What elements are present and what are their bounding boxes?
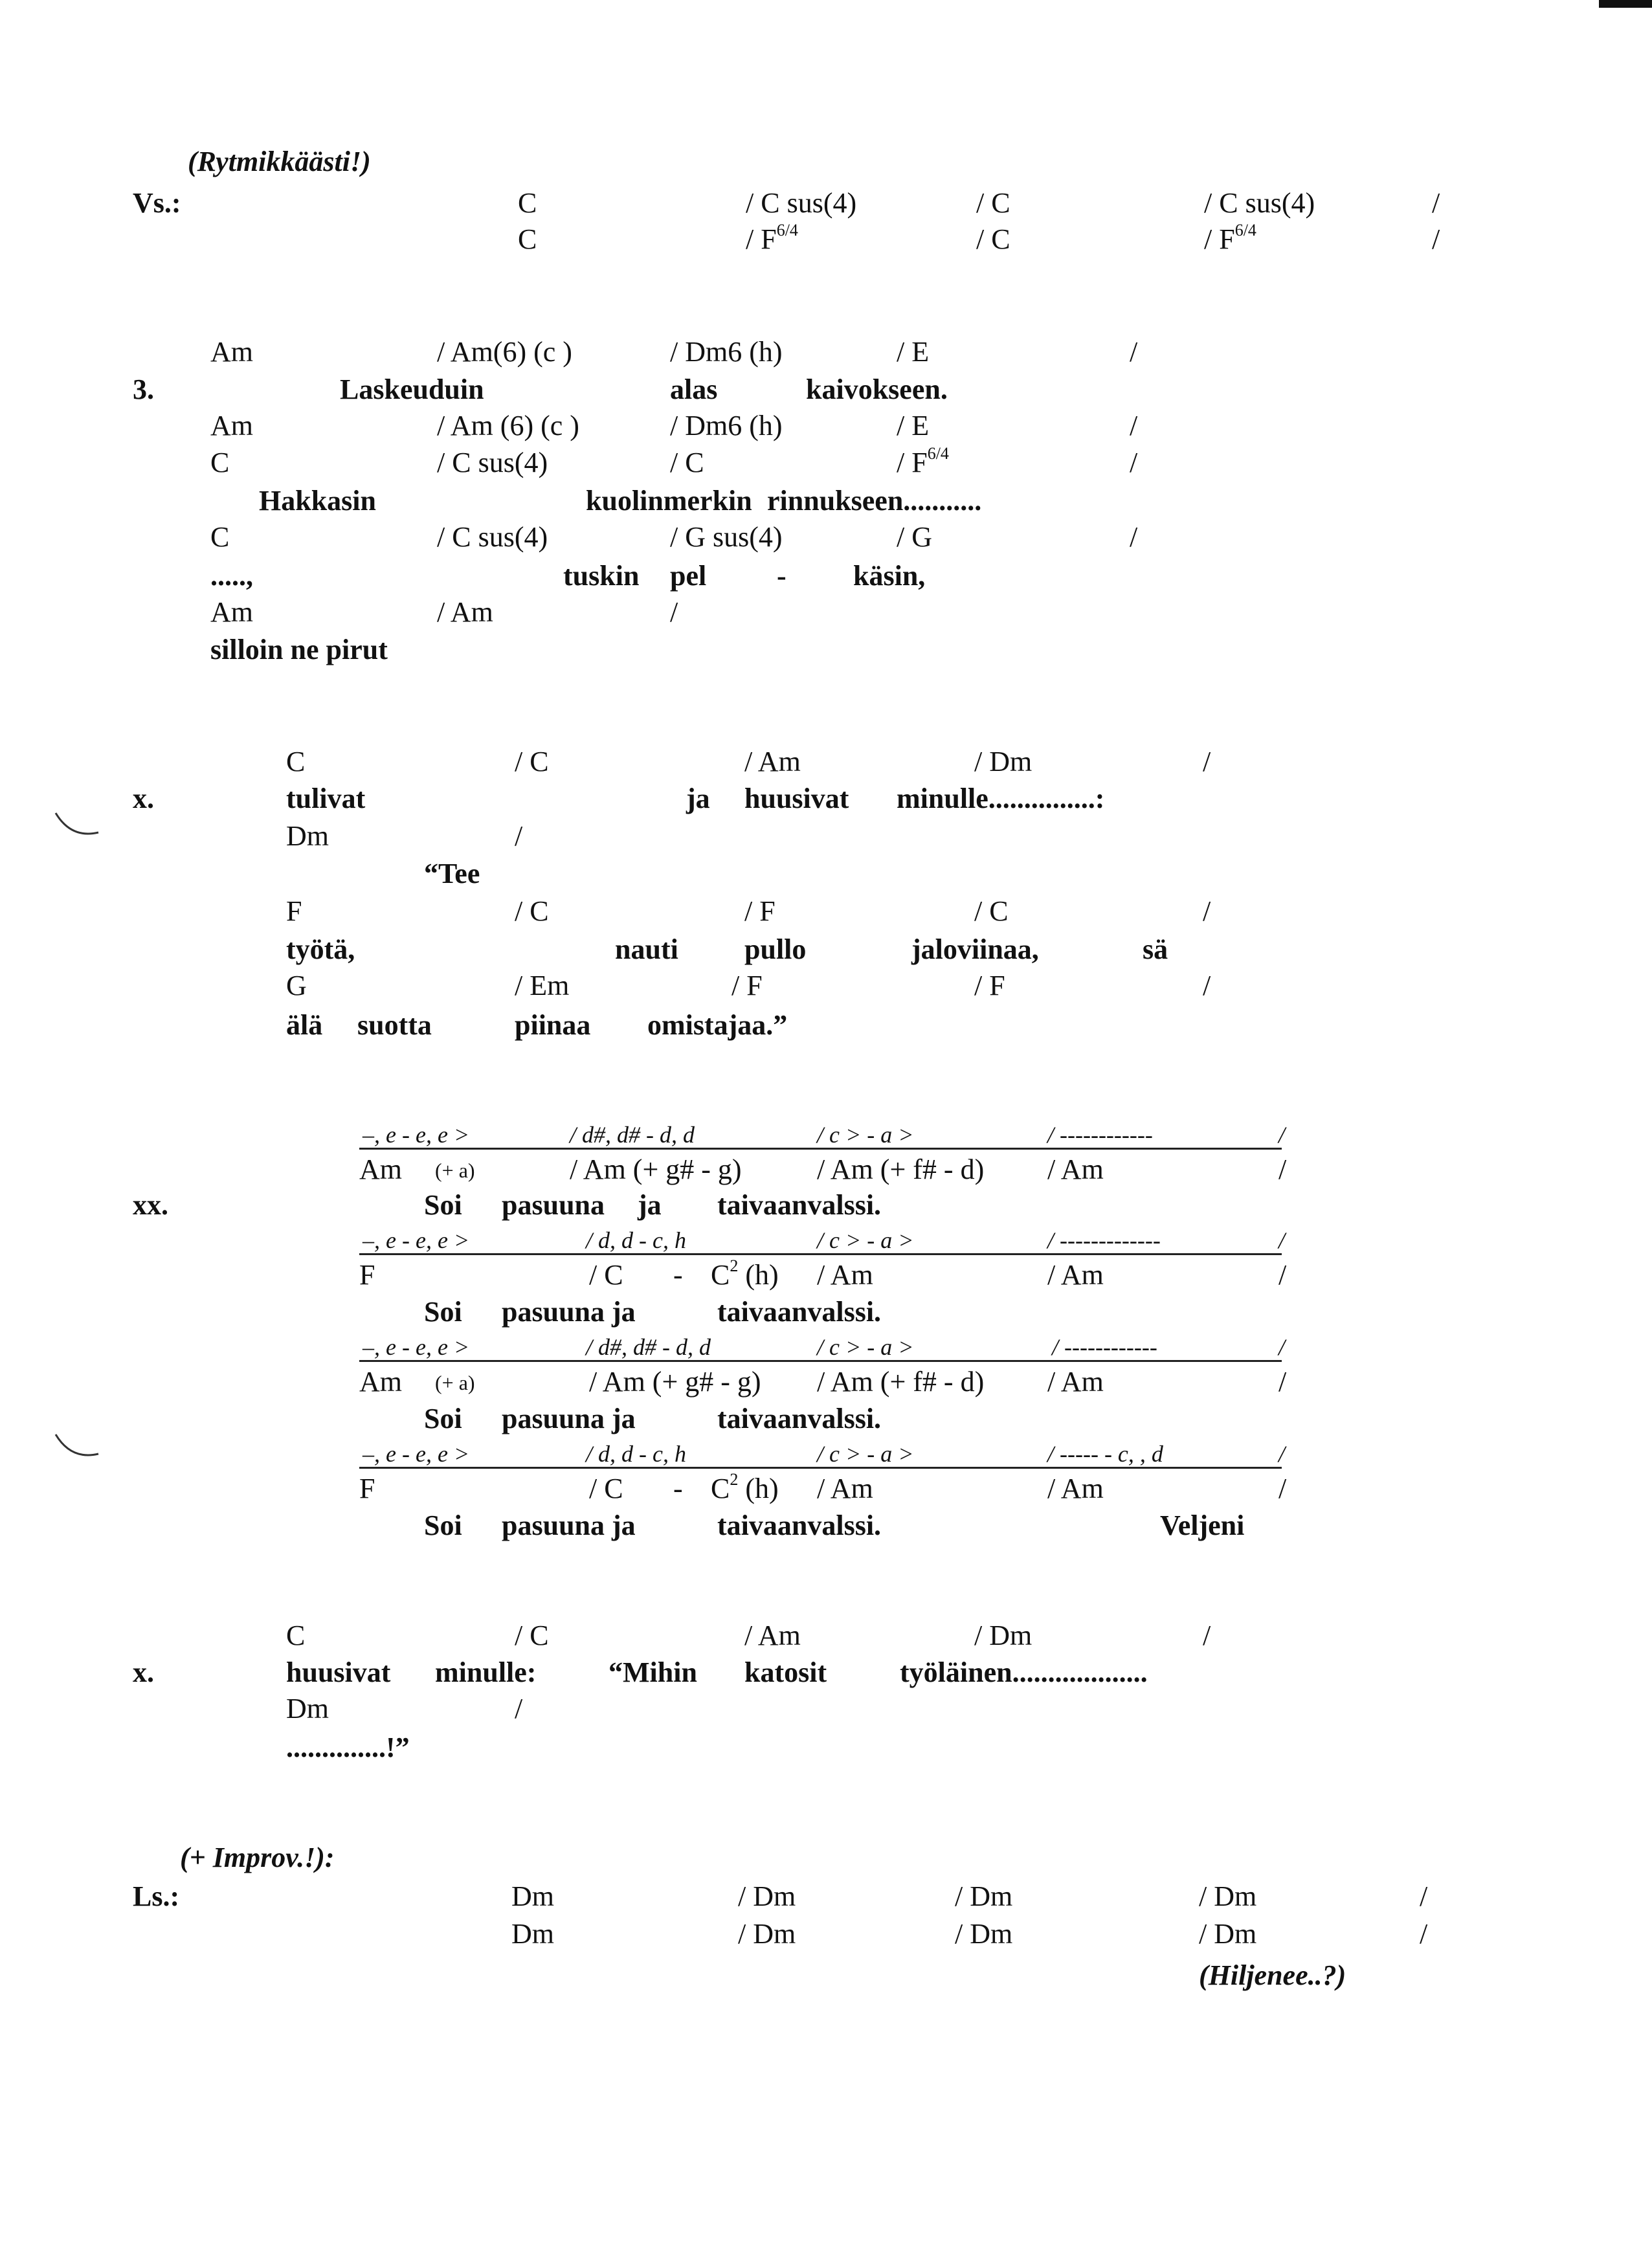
chord: - [673, 1259, 683, 1291]
melody-note: / c > - a > [817, 1334, 914, 1360]
chord: C [286, 746, 306, 777]
melody-underline [359, 1148, 1282, 1150]
chord: / F [731, 970, 763, 1001]
chord: / Am [744, 1620, 801, 1651]
chord: / Dm [1199, 1918, 1257, 1950]
chord: Am [210, 336, 253, 368]
section-label-xx: xx. [133, 1189, 168, 1221]
lyric: pullo [744, 933, 807, 965]
lyric: Soi [424, 1510, 462, 1541]
lyric: minulle...............: [897, 783, 1105, 814]
melody-note: / c > - a > [817, 1227, 914, 1253]
lyric: silloin ne pirut [210, 634, 388, 665]
section-label-x: x. [133, 1656, 154, 1688]
chord: C [518, 187, 537, 219]
chord: / Am [1047, 1259, 1104, 1291]
chord: / Dm [738, 1918, 796, 1950]
lyric: ..............!” [286, 1732, 410, 1763]
chord: Dm [286, 820, 329, 852]
chord: / Dm [974, 1620, 1032, 1651]
left-margin-punch-mark-1 [52, 809, 104, 842]
bar-line: / [670, 596, 678, 628]
lyric: pasuuna ja [502, 1510, 636, 1541]
bar-line: / [1130, 521, 1138, 553]
chord: / C sus(4) [437, 521, 548, 553]
chord: / Am (6) (c ) [437, 410, 579, 441]
melody-note: / [1278, 1122, 1286, 1148]
chord: / Am [437, 596, 493, 628]
chord: / G sus(4) [670, 521, 783, 553]
lyric: käsin, [853, 560, 926, 592]
bar-line: / [1278, 1154, 1287, 1185]
bar-line: / [1203, 1620, 1211, 1651]
melody-note: / ----- - c, , d [1047, 1441, 1163, 1467]
melody-note: / [1278, 1441, 1286, 1467]
lyric: minulle: [435, 1656, 537, 1688]
lyric: huusivat [744, 783, 849, 814]
lyric: nauti [615, 933, 678, 965]
lyric: kuolinmerkin [586, 485, 752, 517]
chord: (+ a) [435, 1371, 475, 1394]
lyric: taivaanvalssi. [717, 1189, 882, 1221]
chord: / C [515, 1620, 549, 1651]
chord: / Dm [974, 746, 1032, 777]
lyric: - [777, 560, 787, 592]
improv-note: (+ Improv.!): [180, 1842, 335, 1873]
lyric: jaloviinaa, [911, 933, 1039, 965]
melody-note: –, e - e, e > [363, 1122, 470, 1148]
chord: / Am(6) (c ) [437, 336, 572, 368]
lyric: Soi [424, 1403, 462, 1434]
melody-note: / ------------ [1052, 1334, 1157, 1360]
lyric: työtä, [286, 933, 355, 965]
chord: / F [974, 970, 1005, 1001]
lyric: alas [670, 373, 718, 405]
lyric: ja [638, 1189, 662, 1221]
bar-line: / [1203, 970, 1211, 1001]
bar-line: / [1130, 447, 1138, 478]
chord: $C^2$ (h) [711, 1256, 779, 1291]
chord: / Dm [955, 1918, 1013, 1950]
chord: / C [974, 895, 1009, 927]
section-label-verse-3: 3. [133, 373, 154, 405]
lyric: taivaanvalssi. [717, 1296, 882, 1328]
chord: / C [670, 447, 704, 478]
lyric: pasuuna ja [502, 1296, 636, 1328]
chord: C [210, 521, 230, 553]
section-label-ls: Ls.: [133, 1880, 180, 1912]
melody-note: –, e - e, e > [363, 1227, 470, 1253]
chord: Am [210, 596, 253, 628]
chord: - [673, 1473, 683, 1504]
lyric: “Tee [424, 858, 480, 889]
melody-underline [359, 1360, 1282, 1362]
bar-line: / [515, 820, 523, 852]
bar-line: / [515, 1693, 523, 1724]
lyric: pasuuna ja [502, 1403, 636, 1434]
chord: / C sus(4) [746, 187, 857, 219]
chord: / Dm [1199, 1880, 1257, 1912]
bar-line: / [1203, 746, 1211, 777]
lyric: älä [286, 1009, 323, 1041]
lyric: omistajaa.” [647, 1009, 788, 1041]
ending-note: (Hiljenee..?) [1199, 1959, 1346, 1991]
lyric: työläinen................... [900, 1656, 1148, 1688]
chord: / C sus(4) [437, 447, 548, 478]
scan-edge-mark [1599, 0, 1652, 8]
chord: / Dm [738, 1880, 796, 1912]
chord: / Am [1047, 1473, 1104, 1504]
chord: / C sus(4) [1204, 187, 1315, 219]
melody-note: / d, d - c, h [586, 1441, 686, 1467]
melody-underline [359, 1253, 1282, 1255]
chord: / Am [744, 746, 801, 777]
melody-note: –, e - e, e > [363, 1441, 470, 1467]
melody-underline [359, 1467, 1282, 1469]
chord: / C [515, 895, 549, 927]
bar-line: / [1278, 1366, 1287, 1398]
melody-note: / [1278, 1334, 1286, 1360]
bar-line: / [1203, 895, 1211, 927]
chord: $C^2$ (h) [711, 1470, 779, 1504]
chord: / Am (+ f# - d) [817, 1154, 985, 1185]
lyric: pasuuna [502, 1189, 605, 1221]
lyric: tuskin [563, 560, 640, 592]
bar-line: / [1420, 1918, 1428, 1950]
lyric: Hakkasin [259, 485, 376, 517]
chord: / E [897, 410, 930, 441]
chord: Dm [511, 1918, 554, 1950]
melody-note: / d#, d# - d, d [586, 1334, 711, 1360]
chord: / Am (+ g# - g) [589, 1366, 761, 1398]
bar-line: / [1130, 410, 1138, 441]
chord: / C [976, 187, 1010, 219]
chord: / C [589, 1473, 623, 1504]
chord: Dm [286, 1693, 329, 1724]
chord: / Dm6 (h) [670, 410, 783, 441]
chord: C [286, 1620, 306, 1651]
lyric: pel [670, 560, 707, 592]
melody-note: –, e - e, e > [363, 1334, 470, 1360]
lyric: taivaanvalssi. [717, 1510, 882, 1541]
lyric: “Mihin [608, 1656, 697, 1688]
melody-note: / ------------ [1047, 1122, 1153, 1148]
melody-note: / d, d - c, h [586, 1227, 686, 1253]
bar-line: / [1432, 187, 1440, 219]
lyric: ja [686, 783, 710, 814]
chord: C [210, 447, 230, 478]
lyric: Laskeuduin [340, 373, 484, 405]
chord: F [359, 1259, 375, 1291]
bar-line: / [1278, 1259, 1287, 1291]
chord: Am [359, 1154, 402, 1185]
chord: / Am [1047, 1154, 1104, 1185]
chord: / C [976, 223, 1010, 255]
melody-note: / d#, d# - d, d [570, 1122, 695, 1148]
bar-line: / [1420, 1880, 1428, 1912]
chord: / F [744, 895, 776, 927]
lyric: huusivat [286, 1656, 391, 1688]
lyric: piinaa [515, 1009, 591, 1041]
chord: / $F^{6/4}$ [897, 444, 949, 478]
chord: / Am [817, 1259, 873, 1291]
chord: Am [210, 410, 253, 441]
melody-note: / ------------- [1047, 1227, 1161, 1253]
lyric: ....., [210, 560, 253, 592]
chord: / Dm [955, 1880, 1013, 1912]
section-label-x: x. [133, 783, 154, 814]
chord: / G [897, 521, 932, 553]
chord: / E [897, 336, 930, 368]
bar-line: / [1432, 223, 1440, 255]
melody-note: / c > - a > [817, 1441, 914, 1467]
chord: / Am [1047, 1366, 1104, 1398]
lyric: Soi [424, 1296, 462, 1328]
lyric: tulivat [286, 783, 366, 814]
lyric: katosit [744, 1656, 827, 1688]
chord: / Dm6 (h) [670, 336, 783, 368]
lyric: kaivokseen. [806, 373, 948, 405]
chord: / Em [515, 970, 570, 1001]
chord: / Am (+ f# - d) [817, 1366, 985, 1398]
chord: F [286, 895, 302, 927]
chord: / Am [817, 1473, 873, 1504]
lyric: rinnukseen........... [767, 485, 982, 517]
chord: (+ a) [435, 1159, 475, 1182]
chord: / C [515, 746, 549, 777]
bar-line: / [1278, 1473, 1287, 1504]
chord: Dm [511, 1880, 554, 1912]
lyric: Soi [424, 1189, 462, 1221]
tempo-marking: (Rytmikkäästi!) [188, 146, 371, 177]
melody-note: / c > - a > [817, 1122, 914, 1148]
chord: F [359, 1473, 375, 1504]
chord: G [286, 970, 307, 1001]
chord: / C [589, 1259, 623, 1291]
chord: Am [359, 1366, 402, 1398]
lyric: suotta [357, 1009, 432, 1041]
lyric: taivaanvalssi. [717, 1403, 882, 1434]
left-margin-punch-mark-2 [52, 1431, 104, 1463]
chord: / Am (+ g# - g) [570, 1154, 742, 1185]
chord: C [518, 223, 537, 255]
section-label-vs: Vs.: [133, 187, 181, 219]
chord: / $F^{6/4}$ [1204, 221, 1256, 255]
lyric: sä [1143, 933, 1168, 965]
lyric: Veljeni [1160, 1510, 1245, 1541]
melody-note: / [1278, 1227, 1286, 1253]
bar-line: / [1130, 336, 1138, 368]
chord: / $F^{6/4}$ [746, 221, 798, 255]
